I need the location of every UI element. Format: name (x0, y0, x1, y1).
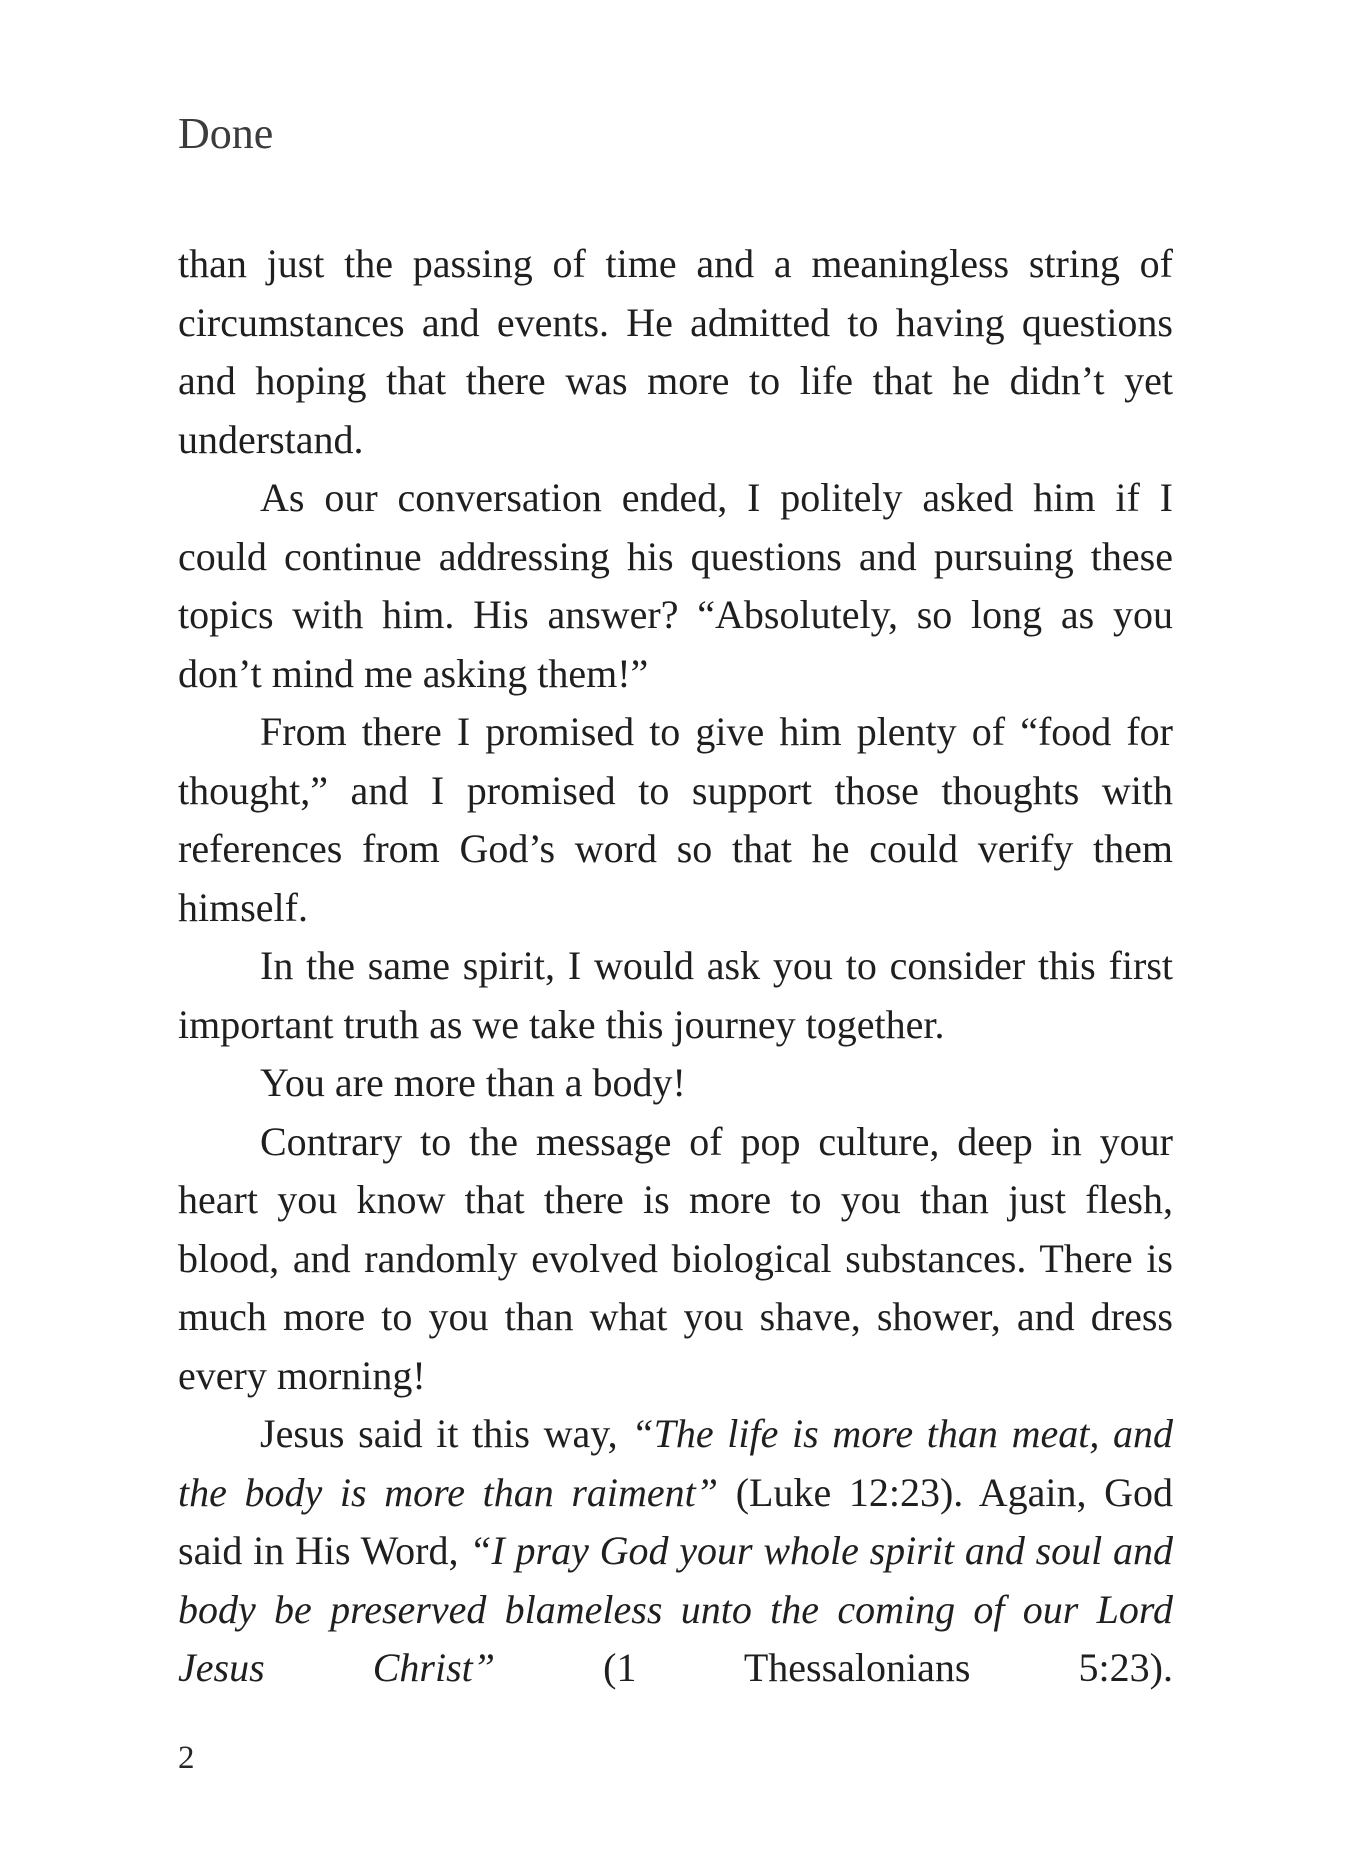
body-text-segment: (Luke 12:23). Again, God said in His Word, (178, 1469, 1173, 1573)
paragraph (178, 469, 1173, 703)
paragraph (178, 937, 1173, 1054)
paragraph (178, 1113, 1173, 1406)
body-text-segment: From there I promised to give him plenty of “food for thought,” and I promised to support those thoughts with references from God’s word so that he could verify them himself. (178, 709, 1173, 930)
body-text-segment: Jesus said it this way, (260, 1411, 632, 1456)
page-number: 2 (178, 1740, 195, 1776)
scripture-quote: “The life is more than meat, and the body is more than raiment” (178, 1411, 1174, 1515)
paragraph (178, 235, 1173, 469)
done-button[interactable]: Done (178, 109, 274, 158)
body-text-segment: than just the passing of time and a meaningless string of circumstances and events. He admitted to having questions and hoping that there was more to life that he didn’t yet understand. (178, 241, 1173, 462)
body-text-segment: In the same spirit, I would ask you to consider this first important truth as we take this journey together. (178, 943, 1173, 1047)
paragraph (178, 1405, 1173, 1698)
body-text-segment: As our conversation ended, I politely asked him if I could continue addressing his questions and pursuing these topics with him. His answer? “Absolutely, so long as you don’t mind me asking them!” (178, 475, 1173, 696)
body-text-segment: (1 Thessalonians 5:23). (495, 1645, 1173, 1690)
paragraph (178, 703, 1173, 937)
scripture-quote: “I pray God your whole spirit and soul and body be preserved blameless unto the coming of our Lord Jesus Christ” (178, 1528, 1174, 1690)
paragraph (178, 1054, 1173, 1113)
book-page-text (178, 235, 1173, 1698)
body-text-segment: You are more than a body! (260, 1060, 686, 1105)
body-text-segment: Contrary to the message of pop culture, deep in your heart you know that there is more to you than just flesh, blood, and randomly evolved biological substances. There is much more to you than what you shave, shower, and dress every morning! (178, 1118, 1173, 1398)
